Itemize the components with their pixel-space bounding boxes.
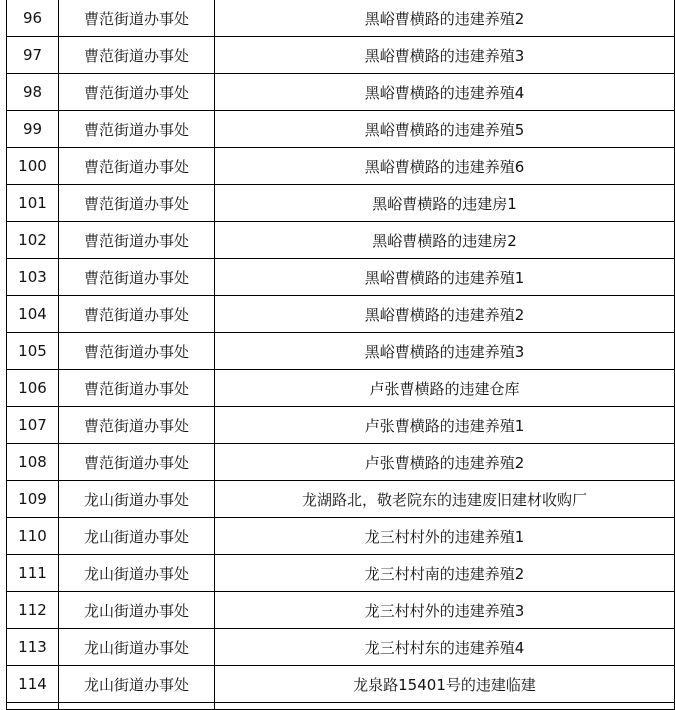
- row-number: 105: [7, 333, 59, 370]
- description-cell: 龙三村村外的违建养殖3: [215, 592, 675, 629]
- violation-table: [6, 0, 675, 710]
- row-number: 100: [7, 148, 59, 185]
- office-cell: 曹范街道办事处: [59, 74, 215, 111]
- row-number: 104: [7, 296, 59, 333]
- office-cell: 龙山街道办事处: [59, 592, 215, 629]
- description-cell: 黑峪曹横路的违建养殖2: [215, 296, 675, 333]
- office-cell: 曹范街道办事处: [59, 0, 215, 37]
- description-cell: 龙三村村东的违建养殖4: [215, 629, 675, 666]
- table-body: [7, 0, 675, 710]
- row-number: 102: [7, 222, 59, 259]
- office-cell: 龙山街道办事处: [59, 629, 215, 666]
- table-row: [7, 629, 675, 666]
- table-row: [7, 296, 675, 333]
- row-number: 108: [7, 444, 59, 481]
- table-row: [7, 444, 675, 481]
- table-row: [7, 111, 675, 148]
- office-cell: 曹范街道办事处: [59, 37, 215, 74]
- row-number: 96: [7, 0, 59, 37]
- description-cell: 黑峪曹横路的违建房1: [215, 185, 675, 222]
- table-row: [7, 333, 675, 370]
- description-cell: 卢张曹横路的违建养殖1: [215, 407, 675, 444]
- table-row: [7, 148, 675, 185]
- description-cell: 黑峪曹横路的违建养殖2: [215, 0, 675, 37]
- table-row: [7, 0, 675, 37]
- row-number: 103: [7, 259, 59, 296]
- description-cell: 卢张曹横路的违建仓库: [215, 370, 675, 407]
- table-row-partial: [7, 703, 675, 710]
- description-cell: 龙三村村南的违建养殖2: [215, 555, 675, 592]
- table-row: [7, 592, 675, 629]
- table-row: [7, 407, 675, 444]
- table-row: [7, 370, 675, 407]
- table-row: [7, 185, 675, 222]
- office-cell: 龙山街道办事处: [59, 555, 215, 592]
- table-row: [7, 259, 675, 296]
- description-cell: 龙泉路15401号的违建临建: [215, 666, 675, 703]
- office-cell: 龙山街道办事处: [59, 666, 215, 703]
- table-row: [7, 666, 675, 703]
- table-row: [7, 222, 675, 259]
- table-row: [7, 481, 675, 518]
- description-cell: 黑峪曹横路的违建养殖3: [215, 37, 675, 74]
- row-number: 110: [7, 518, 59, 555]
- row-number: 112: [7, 592, 59, 629]
- row-number: 101: [7, 185, 59, 222]
- office-cell: 曹范街道办事处: [59, 148, 215, 185]
- office-cell: 龙山街道办事处: [59, 481, 215, 518]
- description-cell: 黑峪曹横路的违建房2: [215, 222, 675, 259]
- description-cell: 龙三村村外的违建养殖1: [215, 518, 675, 555]
- description-cell: 黑峪曹横路的违建养殖6: [215, 148, 675, 185]
- description-cell: 黑峪曹横路的违建养殖4: [215, 74, 675, 111]
- office-cell: 曹范街道办事处: [59, 111, 215, 148]
- description-cell: 龙湖路北，敬老院东的违建废旧建材收购厂: [215, 481, 675, 518]
- office-cell: 曹范街道办事处: [59, 333, 215, 370]
- row-number: 97: [7, 37, 59, 74]
- row-number: 106: [7, 370, 59, 407]
- description-cell: 黑峪曹横路的违建养殖5: [215, 111, 675, 148]
- row-number: 109: [7, 481, 59, 518]
- table-row: [7, 37, 675, 74]
- office-cell: 曹范街道办事处: [59, 407, 215, 444]
- office-cell: 曹范街道办事处: [59, 296, 215, 333]
- description-cell: 黑峪曹横路的违建养殖1: [215, 259, 675, 296]
- office-cell: 龙山街道办事处: [59, 518, 215, 555]
- empty-cell: [215, 703, 675, 710]
- description-cell: 黑峪曹横路的违建养殖3: [215, 333, 675, 370]
- office-cell: 曹范街道办事处: [59, 259, 215, 296]
- empty-cell: [7, 703, 59, 710]
- office-cell: 曹范街道办事处: [59, 222, 215, 259]
- row-number: 98: [7, 74, 59, 111]
- row-number: 114: [7, 666, 59, 703]
- row-number: 99: [7, 111, 59, 148]
- office-cell: 曹范街道办事处: [59, 444, 215, 481]
- table-row: [7, 518, 675, 555]
- empty-cell: [59, 703, 215, 710]
- description-cell: 卢张曹横路的违建养殖2: [215, 444, 675, 481]
- office-cell: 曹范街道办事处: [59, 185, 215, 222]
- row-number: 111: [7, 555, 59, 592]
- table-row: [7, 74, 675, 111]
- row-number: 107: [7, 407, 59, 444]
- table-row: [7, 555, 675, 592]
- row-number: 113: [7, 629, 59, 666]
- office-cell: 曹范街道办事处: [59, 370, 215, 407]
